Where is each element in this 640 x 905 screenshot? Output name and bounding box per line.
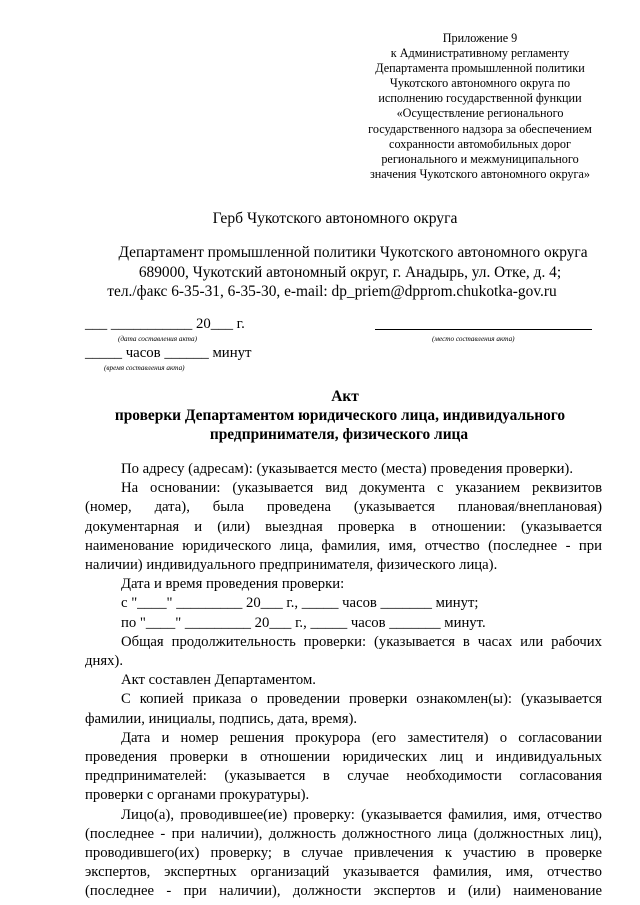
paragraph-order-copy-line: фамилии, инициалы, подпись, дата, время). [85, 710, 358, 727]
department-name: Департамент промышленной политики Чукотского автономного округа [118, 244, 588, 261]
paragraph-compiled: Акт составлен Департаментом. [121, 672, 316, 689]
datetime-from-row: с "____" _________ 20___ г., _____ часов _______ минут; [121, 595, 479, 612]
act-date-field: ___ ___________ 20___ г. [85, 316, 245, 332]
paragraph-inspectors-line: (последнее - при наличии), должность должностного лица (должностных лиц), [85, 825, 602, 842]
annex-line: Приложение 9 [442, 31, 518, 45]
annex-reference [340, 31, 620, 182]
paragraph-prosecutor-line: проведения проверки в отношении юридических лиц и индивидуальных [85, 749, 602, 766]
paragraph-address: По адресу (адресам): (указывается место (места) проведения проверки). [121, 461, 573, 477]
paragraph-basis: На основании: (указывается вид документа с указанием реквизитов [121, 480, 602, 497]
annex-line: Чукотского автономного округа по [389, 76, 571, 91]
act-body [85, 460, 602, 902]
department-address: 689000, Чукотский автономный округ, г. Анадырь, ул. Отке, д. 4; [138, 264, 562, 281]
datetime-to-row: по "____" _________ 20___ г., _____ часов _______ минут. [121, 614, 486, 631]
annex-line: регионального и межмуниципального [381, 151, 579, 166]
act-date-caption: (дата составления акта) [118, 335, 198, 343]
paragraph-basis-line: наличии) индивидуального предпринимателя, физического лица). [85, 557, 498, 574]
annex-line: значения Чукотского автономного округа» [369, 166, 591, 181]
paragraph-inspectors: Лицо(а), проводившее(ие) проверку: (указывается фамилия, имя, отчество [121, 806, 602, 823]
paragraph-inspectors-line: экспертов, экспертных организаций указывается фамилия, имя, отчество [85, 864, 602, 881]
department-contacts: тел./факс 6-35-31, 6-35-30, e-mail: dp_priem@dpprom.chukotka-gov.ru [107, 283, 557, 300]
document-title: Акт [331, 388, 359, 405]
paragraph-duration: Общая продолжительность проверки: (указывается в часах или рабочих [121, 633, 602, 650]
annex-line: исполнению государственной функции [378, 91, 582, 106]
paragraph-inspectors-line: проводившего(их) проверку; в случае привлечения к участию в проверке [85, 845, 602, 862]
paragraph-order-copy: С копией приказа о проведении проверки ознакомлен(ы): (указывается [121, 691, 602, 708]
paragraph-basis-line: документарная и (или) выездная проверка в отношении: (указывается [85, 518, 602, 535]
paragraph-prosecutor-line: проверки с органами прокуратуры). [85, 787, 310, 804]
act-place-caption: (место составления акта) [432, 335, 515, 343]
paragraph-datetime: Дата и время проведения проверки: [121, 576, 345, 593]
document-subtitle-line1: проверки Департаментом юридического лица, индивидуального [114, 407, 566, 424]
act-place-field-line [375, 329, 592, 330]
document-subtitle-line2: предпринимателя, физического лица [209, 426, 469, 443]
annex-line: сохранности автомобильных дорог [389, 136, 571, 151]
paragraph-inspectors-line: (последнее - при наличии), должности экспертов и (или) наименование [85, 883, 602, 900]
paragraph-prosecutor: Дата и номер решения прокурора (его заместителя) о согласовании [121, 729, 602, 746]
paragraph-basis-line: (номер, дата), была проведена (указывается плановая/внеплановая) [85, 499, 602, 516]
paragraph-basis-line: наименование юридического лица, фамилия, имя, отчество (последнее - при [85, 537, 602, 554]
act-time-field: _____ часов ______ минут [85, 345, 252, 361]
act-time-caption: (время составления акта) [104, 364, 185, 372]
annex-line: государственного надзора за обеспечением [368, 121, 592, 136]
paragraph-duration-line: днях). [85, 653, 123, 670]
annex-line: «Осуществление регионального [396, 106, 564, 121]
annex-line: Департамента промышленной политики [375, 61, 585, 76]
coat-of-arms-placeholder: Герб Чукотского автономного округа [212, 210, 458, 227]
annex-line: к Административному регламенту [390, 46, 570, 61]
paragraph-prosecutor-line: предпринимателей: (указывается в случае необходимости согласования [85, 768, 602, 785]
